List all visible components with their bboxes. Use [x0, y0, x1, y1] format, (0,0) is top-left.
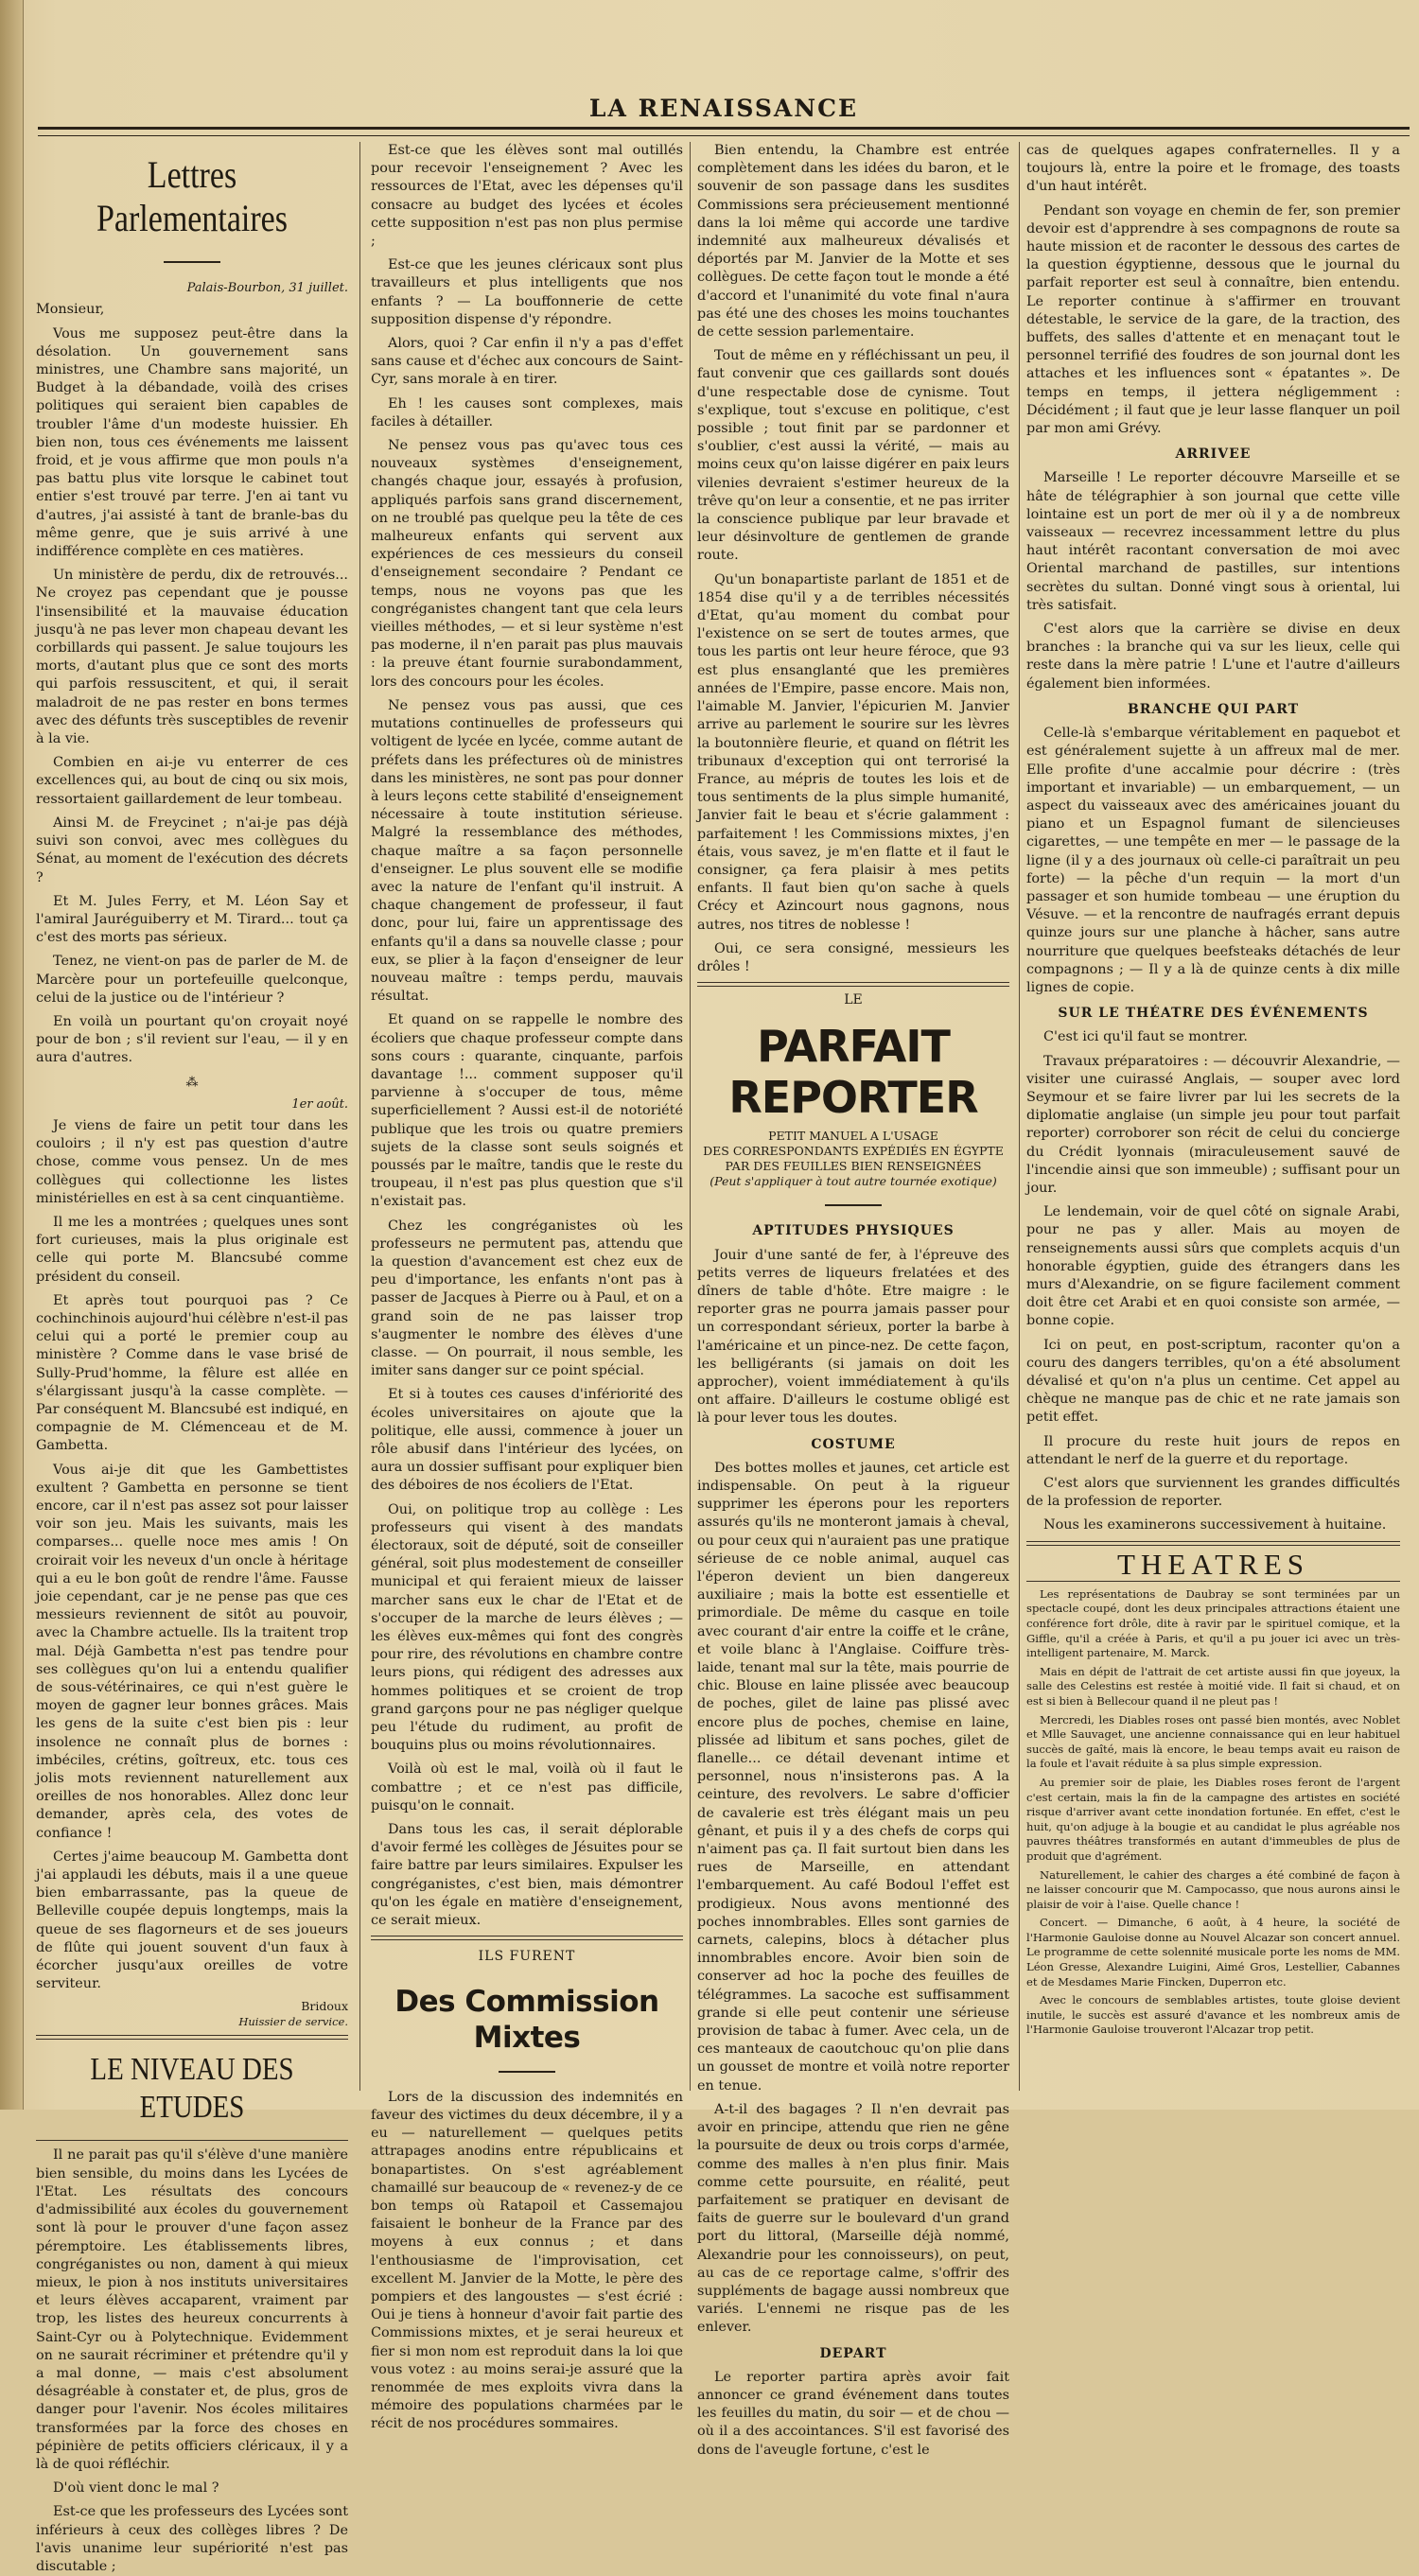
section-rule	[1026, 1581, 1400, 1582]
subtitle: (Peut s'appliquer à tout autre tournée exotique)	[710, 1174, 997, 1189]
paragraph: Tenez, ne vient-on pas de parler de M. de Marcère pour un portefeuille quelconque, celui de la justice ou de l'intérieur ?	[36, 954, 348, 1006]
paragraph: Et si à toutes ces causes d'infériorité des écoles universitaires on ajoute que la politique, elle aussi, commence à jouer un rôle abusif dans l'intérieur des lycées, on aura un dossier suffisant pour expliquer bien des déboires de nos écoliers de l'Etat.	[371, 1387, 683, 1494]
paragraph: Voilà où est le mal, voilà où il faut le combattre ; et ce n'est pas difficile, puisqu'on le connait.	[371, 1761, 683, 1814]
article-title: Lettres Parlementaires	[96, 153, 289, 239]
paragraph: Chez les congréganistes où les professeurs ne permutent pas, attendu que la question d'avancement est chez eux de peu d'importance, les enfants n'ont pas à passer de Jacques à Pierre ou à Paul, et on a grand soin de ne pas laisser trop s'augmenter le nombre des élèves d'une classe. — On pourrait, il nous semble, les imiter sans danger sur ce point spécial.	[371, 1218, 683, 1379]
paragraph: Vous me supposez peut-être dans la désolation. Un gouvernement sans ministres, une Chambre sans majorité, un Budget à la débandade, voilà des crises politiques qui seraient bien capables de troubler l'âme d'un modeste huissier. Eh bien non, tous ces événements me laissent froid, et je vous affirme que mon pouls n'a pas battu plus vite lorsque le cabinet tout entier s'est trouvé par terre. J'en ai tant vu d'autres, j'ai assisté à tant de branle-bas du même genre, que je suis arrivé à une indifférence complète en ces matières.	[36, 325, 348, 560]
paragraph: Et après tout pourquoi pas ? Ce cochinchinois aujourd'hui célèbre n'est-il pas celui qui a porté le premier coup au ministère ? Comme dans le vase brisé de Sully-Prud'homme, la fêlure est allée en s'élargissant jusqu'à la casse complète. — Par conséquent M. Blancsubé est indiqué, en compagnie de M. Clémenceau et de M. Gambetta.	[36, 1292, 348, 1454]
paragraph: Le reporter partira après avoir fait annoncer ce grand événement dans toutes les feuilles du matin, du soir — et de chou — où il a des accointances. S'il est favorisé des dons de l'aveugle fortune, c'est le	[697, 2369, 1009, 2458]
paragraph: Est-ce que les jeunes cléricaux sont plus travailleurs et plus intelligents que nos enfants ? — La bouffonnerie de cette supposition dispense d'y répondre.	[371, 257, 683, 327]
asterism-icon: ⁂	[185, 1075, 199, 1090]
ornament-rule	[36, 254, 348, 272]
paragraph: Oui, on politique trop au collège : Les professeurs qui visent à des mandats électoraux, soit de député, soit de conseiller général, soit plus modestement de conseiller municipal et qui feraient mieux de laisser marcher sans eux le char de l'Etat et de s'occuper de la marche de leurs élèves ; — les élèves eux-mêmes qui font des congrès pour rire, des révolutions en chambre contre leurs pions, qui rédigent des adresses aux hommes politiques et se croient de trop grand garçons pour ne pas négliger quelque peu l'étude du rudiment, au profit de bouquins plus ou moins révolutionnaires.	[371, 1501, 683, 1754]
paragraph: Mercredi, les Diables roses ont passé bien montés, avec Noblet et Mlle Sauvaget, une ancienne connaissance qui en leur habituel succès de gaîté, mais là encore, le beau temps avait eu raison de la foule et l'avait réduite à sa plus simple expression.	[1026, 1712, 1400, 1771]
column-divider	[690, 142, 691, 2091]
section-rule	[371, 1936, 683, 1940]
paragraph: Tout de même en y réfléchissant un peu, il faut convenir que ces gaillards sont doués d'une respectable dose de cynisme. Tout s'explique, tout s'excuse en politique, c'est possible ; tout finit par se pardonner et s'oublier, c'est aussi la vérité, — mais au moins ceux qu'on laisse digérer en paix leurs vilenies devraient s'estimer heureux de la trêve qu'on leur a consentie, et ne pas irriter la conscience publique par leur bravade et leur désinvolture de gentlemen de grande route.	[697, 348, 1009, 564]
paragraph: Dans tous les cas, il serait déplorable d'avoir fermé les collèges de Jésuites pour se faire battre par leurs similaires. Expulser les congréganistes, c'est bien, mais démontrer qu'on les égale en matière d'enseignement, ce serait mieux.	[371, 1822, 683, 1929]
paragraph: Marseille ! Le reporter découvre Marseille et se hâte de télégraphier à son journal que cette ville lointaine est un port de mer où il y a de nombreux vaisseaux — recevrez incessamment lettre du plus haut intérêt racontant conversation de moi avec Oriental marchand de pastilles, sur intentions secrètes du sultan. Donné vingt sous à oriental, lui très satisfait.	[1026, 470, 1400, 613]
paragraph: Nous les examinerons successivement à huitaine.	[1043, 1517, 1387, 1533]
subtitle: PETIT MANUEL A L'USAGE	[768, 1129, 938, 1144]
paragraph: Qu'un bonapartiste parlant de 1851 et de 1854 dise qu'il y a de terribles nécessités d'Etat, qu'au moment du combat pour l'existence on se sert de toutes armes, que tous les partis ont leur heure féroce, que 93 est plus ensanglanté que les premières années de l'Empire, passe encore. Mais non, l'aimable M. Janvier, l'épicurien M. Janvier arrive au parlement le sourire sur les lèvres la boutonnière fleurie, et quand on flétrit les tribunaux d'exception qui ont terrorisé la France, au mépris de toutes les lois et de tous sentiments de la plus simple humanité, Janvier fait le beau et s'écrie galamment : parfaitement ! les Commissions mixtes, j'en étais, vous savez, je m'en flatte et il faut le consigner, ça fera plaisir à mes petits enfants. Il faut bien qu'on sache à quels Crécy et Azincourt nous gagnons, nous autres, nos titres de noblesse !	[697, 571, 1009, 933]
section-rule	[1026, 1541, 1400, 1546]
dateline: Palais-Bourbon, 31 juillet.	[186, 281, 348, 296]
column-divider	[1019, 142, 1020, 2091]
paragraph: Est-ce que les élèves sont mal outillés pour recevoir l'enseignement ? Avec les ressources de l'Etat, avec les dépenses qu'il consacre au budget des lycées et écoles cette supposition n'est pas non plus permise ;	[371, 143, 683, 250]
column-4	[1026, 142, 1400, 2091]
section-title: THEATRES	[1117, 1547, 1309, 1581]
paragraph: Je viens de faire un petit tour dans les couloirs ; il n'y est pas question d'autre chose, comme vous pensez. Un de mes collègues qui collectionne les listes ministérielles en est à sa cent cinquantième.	[36, 1117, 348, 1206]
paragraph: Travaux préparatoires : — découvrir Alexandrie, — visiter une cuirassé Anglais, — souper avec lord Seymour et se faire livrer par lui les secrets de la diplomatie anglaise (un simple jeu pour tout parfait reporter) corroborer son récit de celui du concierge du Crédit lyonnais (miraculeusement sauvé de l'incendie ainsi que son immeuble) ; suffisant pour un jour.	[1026, 1053, 1400, 1196]
column-2	[371, 142, 683, 2432]
section-rule	[36, 2035, 348, 2040]
paragraph: Eh ! les causes sont complexes, mais faciles à détailler.	[371, 395, 683, 429]
paragraph: Lors de la discussion des indemnités en faveur des victimes du deux décembre, il y a eu — naturellement — quelques petits attrapages anodins entre républicains et bonapartistes. On s'est agréablement chamaillé sur beaucoup de « revenez-y de ce bon temps où Ratapoil et Cassemajou faisaient le bonheur de la France par des moyens à eux connus ; et dans l'enthousiasme de l'improvisation, cet excellent M. Janvier de la Motte, le père des pompiers et des langoustes — s'est écrié : Oui je tiens à honneur d'avoir fait partie des Commissions mixtes, et je serai heureux et fier si mon nom est reproduit dans la loi que vous votez : au moins serai-je assuré que la renommée de mes exploits vivra dans la mémoire des populations charmées par le récit de nos procédures sommaires.	[371, 2089, 683, 2432]
section-heading: SUR LE THÉATRE DES ÉVÉNEMENTS	[1058, 1006, 1369, 1022]
paragraph: Vous ai-je dit que les Gambettistes exultent ? Gambetta en personne se tient encore, car il n'est pas assez sot pour laisser voir son jeu. Mais les suivants, mais les comparses... quelle noce mes amis ! On croirait voir les neveux d'un oncle à héritage qui a eu le bon goût de rendre l'âme. Fausse joie cependant, car je ne pense pas que ces messieurs reviennent de sitôt au pouvoir, avec la Chambre actuelle. Ils la traitent trop mal. Déjà Gambetta n'est pas tendre pour ses collègues qu'on lui a entendu qualifier de sous-vétérinaires, ce qui n'est guère le moyen de gagner leur bonnes grâces. Mais les gens de la suite c'est bien pis : leur insolence ne connaît plus de bornes : imbéciles, crétins, goîtreux, etc. tous ces jolis mots reviennent naturellement aux oreilles de nos honorables. Allez donc leur demander, après cela, des votes de confiance !	[36, 1462, 348, 1841]
ornament-rule	[371, 2063, 683, 2081]
paragraph: Et quand on se rappelle le nombre des écoliers que chaque professeur compte dans sons cours : quarante, cinquante, parfois davantage !... comment supposer qu'il parvienne à s'occuper de tous, même superficiellement ? Aussi est-il de notoriété publique que les trois ou quatre premiers sujets de la classe sont seuls soignés et poussés par le maître, tandis que le reste du troupeau, il n'est pas plus question que s'il n'existait pas.	[371, 1012, 683, 1210]
paragraph: Des bottes molles et jaunes, cet article est indispensable. On peut à la rigueur supprimer les éperons pour les reporters assurés qu'ils ne monteront jamais à cheval, ou pour ceux qui n'auraient pas une pratique sérieuse de ce noble animal, auquel cas l'éperon devient un bien dangereux auxiliaire ; mais la botte est essentielle et primordiale. De même du casque en toile avec courant d'air entre la coiffe et le crâne, et voile blanc à l'Anglaise. Coiffure très-laide, tenant mal sur la tête, mais pourrie de chic. Blouse en laine plissée avec beaucoup de poches, gilet de laine pas plissé avec encore plus de poches, chemise en laine, plissée ad libitum et sans poches, gilet de flanelle... ce détail devenant intime et personnel, nous n'insisterons pas. A la ceinture, des revolvers. Le sabre d'officier de cavalerie est très élégant mais un peu gênant, et puis il y a des chefs de corps qui n'aiment pas ça. Il fait surtout bien dans les rues de Marseille, en attendant l'embarquement. Au café Bodoul l'effet est prodigieux. Nous avons mentionné des poches innombrables. Elles sont garnies de carnets, calepins, blocs à détacher plus innombrables encore. Avoir bien soin de conserver ad hoc la poche des feuilles de télégrammes. La sacoche est suffisamment grande si elle peut contenir une sérieuse provision de tabac à fumer. Avec cela, un de ces manteaux de caoutchouc qu'on plie dans un gousset de montre et voilà notre reporter en tenue.	[697, 1460, 1010, 2094]
paragraph: Ainsi M. de Freycinet ; n'ai-je pas déjà suivi son convoi, avec mes collègues du Sénat, au moment de l'exécution des décrets ?	[36, 815, 348, 885]
paragraph: Celle-là s'embarque véritablement en paquebot et est généralement sujette à un affreux mal de mer. Elle profite d'une accalmie pour décrire : (très important et invariable) — un embarquement, — un aspect du vaisseaux avec des américaines jouant du piano et un Espagnol fumant de silencieuses cigarettes, — une tempête en mer — le passage de la ligne (il y a des journaux où celle-ci paraîtrait un peu forte) — la pêche d'un requin — la mort d'un passager et son humide tombeau — une éruption du Vésuve. — et la rencontre de naufragés errant depuis quinze jours sur une planche à hâcher, sans autre nourriture que quelques beefsteaks détachés de leur compagnons ; — Il y a là de quinze cents à dix mille lignes de copie.	[1026, 726, 1400, 995]
paragraph: Oui, ce sera consigné, messieurs les drôles !	[697, 940, 1009, 974]
paragraph: C'est alors que surviennent les grandes difficultés de la profession de reporter.	[1026, 1476, 1400, 1510]
paragraph: C'est ici qu'il faut se montrer.	[1043, 1029, 1248, 1045]
paragraph: D'où vient donc le mal ?	[53, 2480, 219, 2497]
section-rule	[36, 2140, 348, 2141]
paragraph: Un ministère de perdu, dix de retrouvés... Ne croyez pas cependant que je pousse l'insensibilité et la mauvaise éducation jusqu'à ne pas lever mon chapeau devant les corbillards qui passent. Je salue toujours les morts, d'autant plus que ce sont des morts qui parfois ressuscitent, et qui, il serait maladroit de ne pas rester en bons termes avec des défunts très susceptibles de revenir à la vie.	[36, 568, 348, 747]
paragraph: Ne pensez vous pas aussi, que ces mutations continuelles de professeurs qui voltigent de lycée en lycée, comme autant de préfets dans les préfectures où de ministres dans les ministères, ne sont pas pour donner à leurs leçons cette stabilité d'enseignement nécessaire à toute institution sérieuse. Malgré la ressemblance des méthodes, chaque maître a sa façon personnelle d'enseigner. Le plus souvent elle se modifie avec la nature de l'enfant qu'il instruit. A chaque changement de professeur, il faut donc, pour lui, faire un apprentissage des enfants qu'il a dans sa nouvelle classe ; pour eux, se plier à la façon d'enseigner de leur nouveau maître : temps perdu, mauvais résultat.	[371, 697, 683, 1005]
paragraph: Et M. Jules Ferry, et M. Léon Say et l'amiral Jauréguiberry et M. Tirard... tout ça c'est des morts pas sérieux.	[36, 893, 348, 946]
paragraph: Combien en ai-je vu enterrer de ces excellences qui, au bout de cinq ou six mois, ressortaient gaillardement de leur tombeau.	[36, 755, 348, 807]
column-3	[697, 142, 1010, 2458]
masthead: LA RENAISSANCE	[588, 95, 859, 122]
ornament-rule	[697, 1197, 1009, 1215]
paragraph: Au premier soir de plaie, les Diables roses feront de l'argent c'est certain, mais la fin de la campagne des artistes en société risque d'arriver avant cette inondation fortunée. En effet, c'est le huit, qu'on adjuge à la bougie et au candidat le plus agréable nos pauvres théâtres transformés en autant d'immeubles de plus de produit que d'agrément.	[1026, 1775, 1400, 1863]
salutation: Monsieur,	[36, 302, 105, 318]
signature-name: Bridoux	[301, 1999, 348, 2014]
paragraph: cas de quelques agapes confraternelles. Il y a toujours là, entre la poire et le fromage, des toasts d'un haut intérêt.	[1026, 143, 1400, 195]
paragraph: Naturellement, le cahier des charges a été combiné de façon à ne laisser concourir que M. Campocasso, que nous aurons ainsi le plaisir de voir à l'aise. Quelle chance !	[1026, 1867, 1400, 1911]
masthead-rule	[38, 127, 1410, 136]
section-heading: BRANCHE QUI PART	[1127, 701, 1300, 717]
paragraph: Le lendemain, voir de quel côté on signale Arabi, pour ne pas y aller. Mais au moyen de renseignements aussi sûrs que complets acquis d'un honorable égyptien, guide des étrangers dans les murs d'Alexandrie, on se figure facilement comment doit être cet Arabi et en quoi consiste son armée, — bonne copie.	[1026, 1204, 1400, 1329]
paragraph: Il procure du reste huit jours de repos en attendant le nerf de la guerre et du reportage.	[1026, 1433, 1400, 1467]
dateline: 1er août.	[291, 1096, 348, 1112]
paragraph: Bien entendu, la Chambre est entrée complètement dans les idées du baron, et le souvenir de son passage dans les susdites Commissions sera précieusement mentionné dans la loi même qui accorde une tardive indemnité aux malheureux dévalisés et déportés par M. Janvier de la Motte et ses collègues. De cette façon tout le monde a été d'accord et l'unanimité du vote final n'aura pas été une des choses les moins touchantes de cette session parlementaire.	[697, 143, 1009, 341]
binding-gutter	[0, 0, 24, 2110]
subtitle: DES CORRESPONDANTS EXPÉDIÉS EN ÉGYPTE	[703, 1144, 1004, 1159]
article-title: PARFAIT REPORTER	[728, 1021, 978, 1124]
paragraph: Il me les a montrées ; quelques unes sont fort curieuses, mais la plus originale est celle qui porte M. Blancsubé comme président du conseil.	[36, 1214, 348, 1285]
paragraph: C'est alors que la carrière se divise en deux branches : la branche qui va sur les lieux, celle qui reste dans la mère patrie ! L'une et l'autre d'ailleurs également bien informées.	[1026, 622, 1400, 692]
kicker: LE	[844, 992, 863, 1008]
paragraph: Certes j'aime beaucoup M. Gambetta dont j'ai applaudi les débuts, mais il a une queue bien embarrassante, pas la queue de Belleville coupée depuis longtemps, mais la queue de ses flagorneurs et de ses joueurs de flûte qui jouent souvent d'un faux à écorcher jusqu'aux oreilles de votre serviteur.	[36, 1849, 348, 1992]
paragraph: En voilà un pourtant qu'on croyait noyé pour de bon ; s'il revient sur l'eau, — il y en aura d'autres.	[36, 1013, 348, 1066]
paragraph: Les représentations de Daubray se sont terminées par un spectacle coupé, dont les deux principales attractions étaient une conférence fort drôle, dite à ravir par le spirituel comique, et la Giffle, qu'il a créée à Paris, et qu'il a pu jouer ici avec un très-intelligent partenaire, M. Marck.	[1026, 1586, 1400, 1660]
article-title: Des Commission Mixtes	[394, 1984, 659, 2055]
signature	[36, 1999, 348, 2029]
section-heading: APTITUDES PHYSIQUES	[752, 1223, 955, 1239]
section-heading: ARRIVEE	[1175, 447, 1252, 463]
signature-role: Huissier de service.	[238, 2015, 348, 2029]
kicker: ILS FURENT	[478, 1949, 576, 1965]
paragraph: Avec le concours de semblables artistes, toute gloise devient inutile, le succès est assuré d'avance et les nombreux amis de l'Harmonie Gauloise trouveront l'Alcazar trop petit.	[1026, 1993, 1400, 2037]
column-divider	[359, 142, 360, 2091]
section-heading: DEPART	[819, 2345, 887, 2361]
theatre-news	[1026, 1587, 1400, 2038]
paragraph: Ici on peut, en post-scriptum, raconter qu'on a couru des dangers terribles, qu'on a été absolument dévalisé et qu'on n'a plus un centime. Cet appel au chèque ne manque pas de chic et ne rate jamais son petit effet.	[1026, 1337, 1400, 1426]
paragraph: Alors, quoi ? Car enfin il n'y a pas d'effet sans cause et d'échec aux concours de Saint-Cyr, sans morale à en tirer.	[371, 336, 683, 388]
section-rule	[697, 982, 1009, 987]
paragraph: Est-ce que les professeurs des Lycées sont inférieurs à ceux des collèges libres ? De l'avis unanime leur supériorité n'est pas discutable ;	[36, 2504, 348, 2574]
column-1	[36, 142, 348, 2574]
paragraph: Pendant son voyage en chemin de fer, son premier devoir est d'apprendre à ses compagnons de route sa haute mission et de raconter le dessous des cartes de la question égyptienne, dessous que le journal du parfait reporter est seul à connaître, bien entendu. Le reporter continue à s'affirmer en trouvant détestable, le service de la gare, de la traction, des buffets, des salles d'attente et en menaçant tout le personnel terrifié des foudres de son journal dont les attaches et les influences sont « épatantes ». De temps en temps, il jettera négligemment : Décidément ; il faut que je leur lasse flanquer un poil par mon ami Grévy.	[1026, 202, 1400, 437]
paragraph: Concert. — Dimanche, 6 août, à 4 heure, la société de l'Harmonie Gauloise donne au Nouvel Alcazar son concert annuel. Le programme de cette solennité musicale porte les noms de MM. Léon Gresse, Alexandre Luigini, Aimé Gros, Lestellier, Cabannes et de Mesdames Marie Fincken, Duperron etc.	[1026, 1916, 1400, 1989]
paragraph: Jouir d'une santé de fer, à l'épreuve des petits verres de liqueurs frelatées et des dîners de table d'hôte. Etre maigre : le reporter gras ne pourra jamais passer pour un correspondant sérieux, porter la barbe à l'américaine et un pince-nez. De cette façon, les belligérants (si jamais on doit les approcher), voient immédiatement à qu'ils ont affaire. D'ailleurs le costume obligé est là pour lever tous les doutes.	[697, 1247, 1009, 1427]
paragraph: Mais en dépit de l'attrait de cet artiste aussi fin que joyeux, la salle des Celestins est restée à moitié vide. Il fait si chaud, et on est si bien à Bellecour quand il ne pleut pas !	[1026, 1664, 1400, 1708]
section-heading: COSTUME	[811, 1436, 896, 1452]
paragraph: Ne pensez vous pas qu'avec tous ces nouveaux systèmes d'enseignement, changés chaque jour, essayés à profusion, appliqués parfois sans grand discernement, on ne troublé pas quelque peu la tête de ces malheureux enfants qui servent aux expériences de ces messieurs du conseil d'enseignement secondaire ? Pendant ce temps, nous ne voyons pas que les congréganistes changent tant que cela leurs vieilles méthodes, — et si leur système n'est pas moderne, il n'en parait pas plus mauvais : la preuve étant fournie surabondamment, lors des concours pour les écoles.	[371, 438, 683, 690]
article-title: LE NIVEAU DES ETUDES	[90, 2052, 294, 2126]
paragraph: A-t-il des bagages ? Il n'en devrait pas avoir en principe, attendu que rien ne gêne la poursuite de deux ou trois corps d'armée, comme des malles à n'en plus finir. Mais comme cette poursuite, en réalité, peut parfaitement se pratiquer en devisant de faits de guerre sur le boulevard d'un grand port du littoral, (Marseille déjà nommé, Alexandrie pour les connoisseurs), on peut, au cas de ce reportage calme, s'offrir des suppléments de bagage aussi nombreux que variés. L'ennemi ne risque pas de les enlever.	[697, 2101, 1009, 2336]
subtitle: PAR DES FEUILLES BIEN RENSEIGNÉES	[725, 1159, 982, 1174]
paragraph: Il ne parait pas qu'il s'élève d'une manière bien sensible, du moins dans les Lycées de l'Etat. Les résultats des concours d'admissibilité aux écoles du gouvernement sont là pour le prouver d'une façon assez péremptoire. Les établissements libres, congréganistes ou non, dament à qui mieux mieux, le pion à nos instituts universitaires et leurs élèves accaparent, vraiment par trop, les listes des heureux concurrents à Saint-Cyr ou à Polytechnique. Evidemment on ne saurait récriminer et prétendre qu'il y a mal donne, — mais c'est absolument désagréable à constater et, de plus, gros de danger pour l'avenir. Nos écoles militaires transformées par la force des choses en pépinière de petits officiers cléricaux, il y a là de quoi réfléchir.	[36, 2147, 348, 2472]
